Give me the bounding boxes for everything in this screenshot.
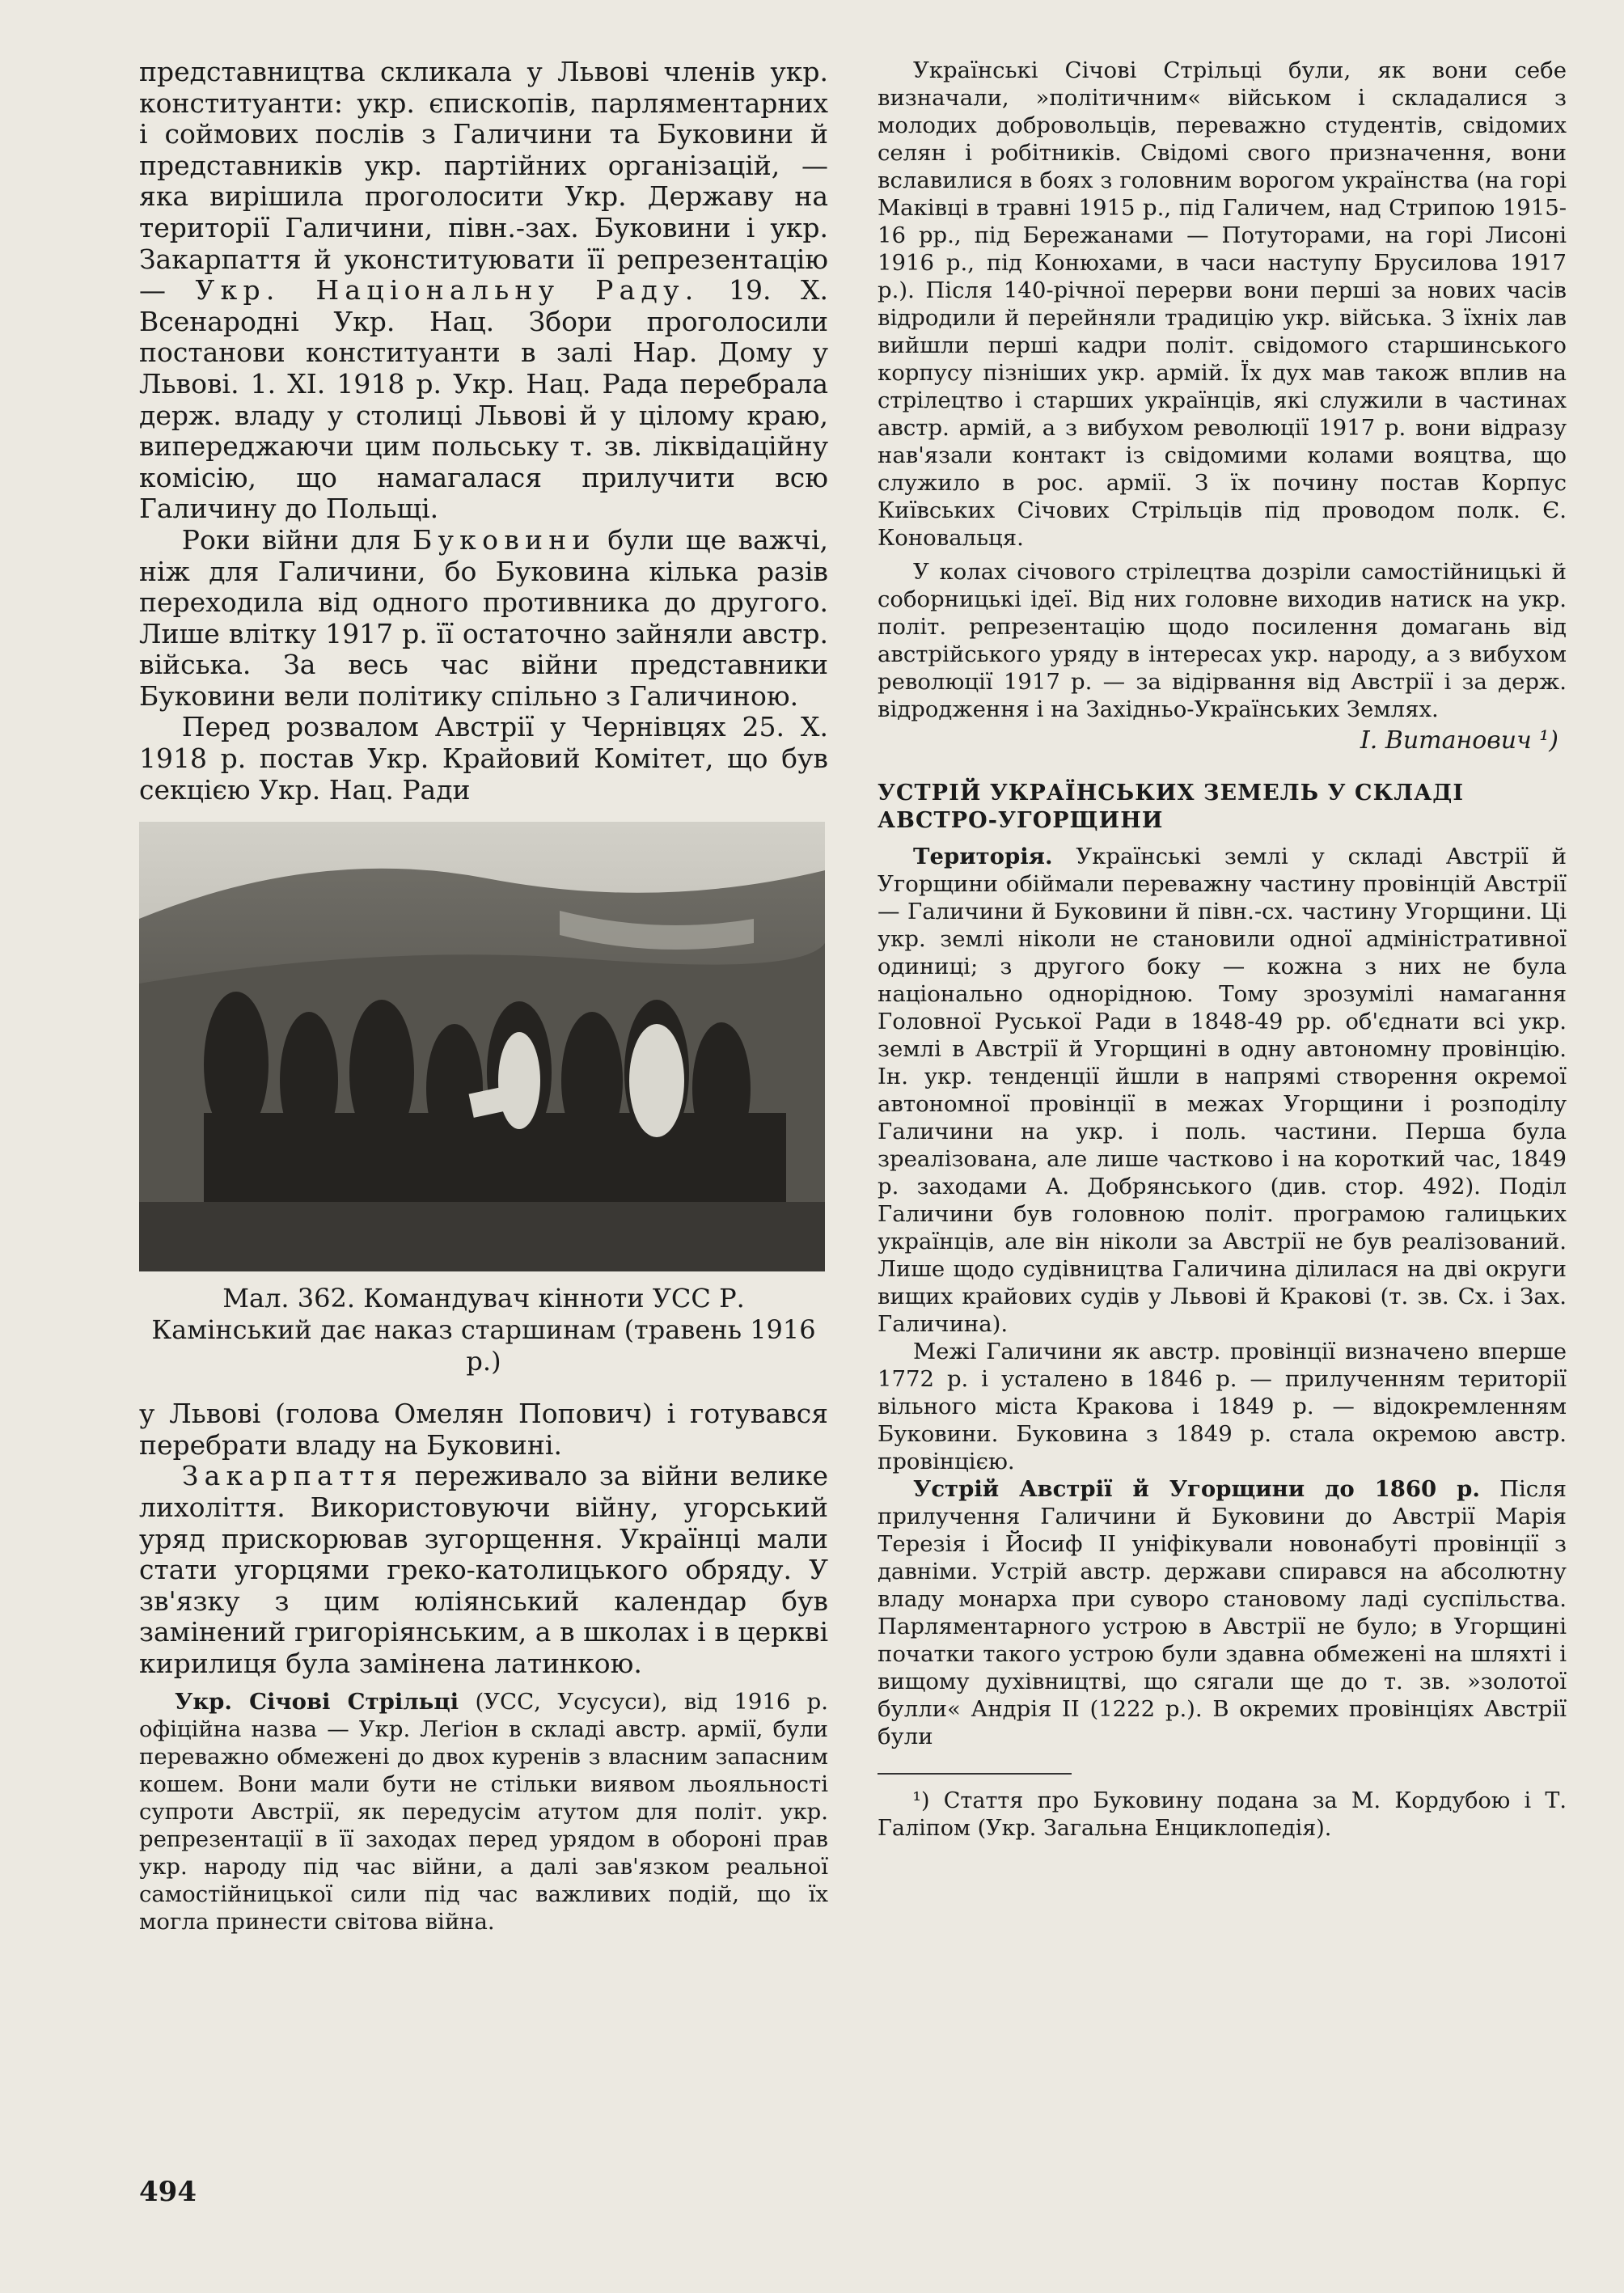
footnote: ¹) Стаття про Буковину подана за М. Кордубою і Т. Галіпом (Укр. Загальна Енциклопедія).	[878, 1788, 1567, 1841]
emphasis-national-council: Укр. Національну Раду.	[195, 274, 700, 307]
term-territory: Територія.	[913, 844, 1053, 869]
emphasis-transcarpathia: Закарпаття	[181, 1460, 404, 1492]
footnote-rule	[878, 1773, 1072, 1775]
page-number: 494	[139, 2176, 197, 2208]
emphasis-bukovyna: Буковини	[412, 523, 596, 556]
paragraph-chernivtsi: Перед розвалом Австрії у Чернівцях 25. X. 1918 р. постав Укр. Крайовий Комітет, що був секцією Укр. Нац. Ради	[139, 711, 828, 806]
paragraph-territory: Територія. Українські землі у складі Австрії й Угорщини обіймали переважну частину провінцій Австрії — Галичини й Буковини й півн.-сх. частину Угорщини. Ці укр. землі ніколи не становили одної адміністративної одиниці; з другого боку — кожна з них не була національно однорідною. Тому зрозумілі намагання Головної Руської Ради в 1848-49 рр. об'єднати всі укр. землі в Австрії й Угорщині в одну автономну провінцію. Ін. укр. тенденції йшли в напрямі створення окремої автономної провінції в межах Угорщини і розподілу Галичини на укр. і поль. частини. Перша була зреалізована, але лише частково і на короткий час, 1849 р. заходами А. Добрянського (див. стор. 492). Поділ Галичини був головною політ. програмою галицьких українців, але він ніколи за Австрії не був реалізований. Лише щодо судівництва Галичина ділилася на дві округи вищих крайових судів у Львові й Кракові (т. зв. Сх. і Зах. Галичина).	[878, 844, 1567, 1337]
paragraph-constitution: Устрій Австрії й Угорщини до 1860 р. Після прилучення Галичини й Буковини до Австрії Марія Терезія і Йосиф II уніфікували новонабуті провінції з давніми. Устрій австр. держави спирався на абсолютну владу монарха при суворо становому ладі суспільства. Парляментарного устрою в Австрії не було; в Угорщині початки такого устрою були здавна обмежені на шляхті і вищому духівництві, що сягали ще до т. зв. »золотої булли« Андрія II (1222 р.). В окремих провінціях Австрії були	[878, 1476, 1567, 1749]
paragraph-bukovyna: Роки війни для Буковини були ще важчі, ніж для Галичини, бо Буковина кілька разів переходила від одного противника до другого. Лише влітку 1917 р. її остаточно зайняли австр. війська. За весь час війни представники Буковини вели політику спільно з Галичиною.	[139, 523, 829, 712]
section-heading: УСТРІЙ УКРАЇНСЬКИХ ЗЕМЕЛЬ У СКЛАДІ АВСТРО-УГОРЩИНИ	[878, 781, 1465, 833]
paragraph-uss-political: Українські Січові Стрільці були, як вони себе визначали, »політичним« військом і складалися з молодих добровольців, переважно студентів, свідомих селян і робітників. Свідомі свого призначення, вони вславилися в боях з головним ворогом українства (на горі Маківці в травні 1915 р., під Галичем, над Стрипою 1915-16 рр., під Бережанами — Потуторами, на горі Лисоні 1916 р., під Конюхами, в часи наступу Брусилова 1917 р.). Після 140-річної перерви вони перші за нових часів відродили й перейняли традицію укр. війська. З їхніх лав вийшли перші кадри політ. свідомого старшинського корпусу пізніших укр. армій. Їх дух мав також вплив на стрілецтво і старших українців, які служили в частинах австр. армій, а з вибухом революції 1917 р. вони відразу нав'язали контакт із свідомими колами вояцтва, що служило в рос. армії. З їх почину постав Корпус Київських Січових Стрільців під проводом полк. Є. Коновальця.	[878, 57, 1567, 551]
author-signature: І. Витанович ¹)	[1360, 726, 1558, 755]
paragraph-borders: Межі Галичини як австр. провінції визначено вперше 1772 р. і усталено в 1846 р. — прилученням території вільного міста Кракова і 1849 р. — відокремленням Буковини. Буковина з 1849 р. стала окремою австр. провінцією.	[878, 1339, 1567, 1474]
figure-caption: Мал. 362. Командувач кінноти УСС Р. Камінський дає наказ старшинам (травень 1916 р.)	[151, 1283, 816, 1377]
paragraph-ideas: У колах січового стрілецтва дозріли самостійницькі й соборницькі ідеї. Від них головне виходив натиск на укр. політ. репрезентацію щодо посилення домагань від австрійського уряду в інтересах укр. народу, а з вибухом революції 1917 р. — за відірвання від Австрії і за держ. відродження і на Західньо-Українських Землях.	[878, 559, 1567, 722]
figure-362	[139, 822, 828, 1377]
paragraph-uss: Укр. Січові Стрільці (УСС, Усусуси), від 1916 р. офіційна назва — Укр. Леґіон в складі австр. армії, були переважно обмежені до двох куренів з власним запасним кошем. Вони мали бути не стільки виявом льояльності супроти Австрії, як передусім атутом для політ. укр. репрезентації в її заходах перед урядом в обороні прав укр. народу під час війни, а далі зав'язком реальної самостійницької сили під час важливих подій, що їх могла принести світова війна.	[139, 1688, 829, 1935]
right-column	[878, 57, 1567, 1842]
paragraph-lviv-continuation: у Львові (голова Омелян Попович) і готувався перебрати владу на Буковині.	[139, 1398, 828, 1461]
paragraph-constituent-assembly: представництва скликала у Львові членів укр. конституанти: укр. єпископів, парляментарних і соймових послів з Галичини та Буковини й представників укр. партійних організацій, — яка вирішила проголосити Укр. Державу на території Галичини, півн.-зах. Буковини і укр. Закарпаття й уконституювати її репрезентацію — Укр. Національну Раду. 19. X. Всенародні Укр. Нац. Збори проголосили постанови конституанти в залі Нар. Дому у Львові. 1. XI. 1918 р. Укр. Нац. Рада перебрала держ. владу у столиці Львові й у цілому краю, випереджаючи цим польську т. зв. ліквідаційну комісію, що намагалася прилучити всю Галичину до Польщі.	[139, 56, 828, 525]
term-uss: Укр. Січові Стрільці	[175, 1688, 459, 1715]
photo-cavalry-commander	[139, 822, 825, 1271]
paragraph-transcarpathia: Закарпаття переживало за війни велике лихоліття. Використовуючи війну, угорський уряд прискорював зугорщення. Українці мали стати угорцями греко-католицького обряду. У зв'язку з цим юліянський календар був замінений григоріянським, а в школах і в церкві кирилиця була замінена латинкою.	[139, 1460, 828, 1679]
term-constitution: Устрій Австрії й Угорщини до 1860 р.	[913, 1476, 1480, 1502]
left-column	[139, 57, 828, 1936]
